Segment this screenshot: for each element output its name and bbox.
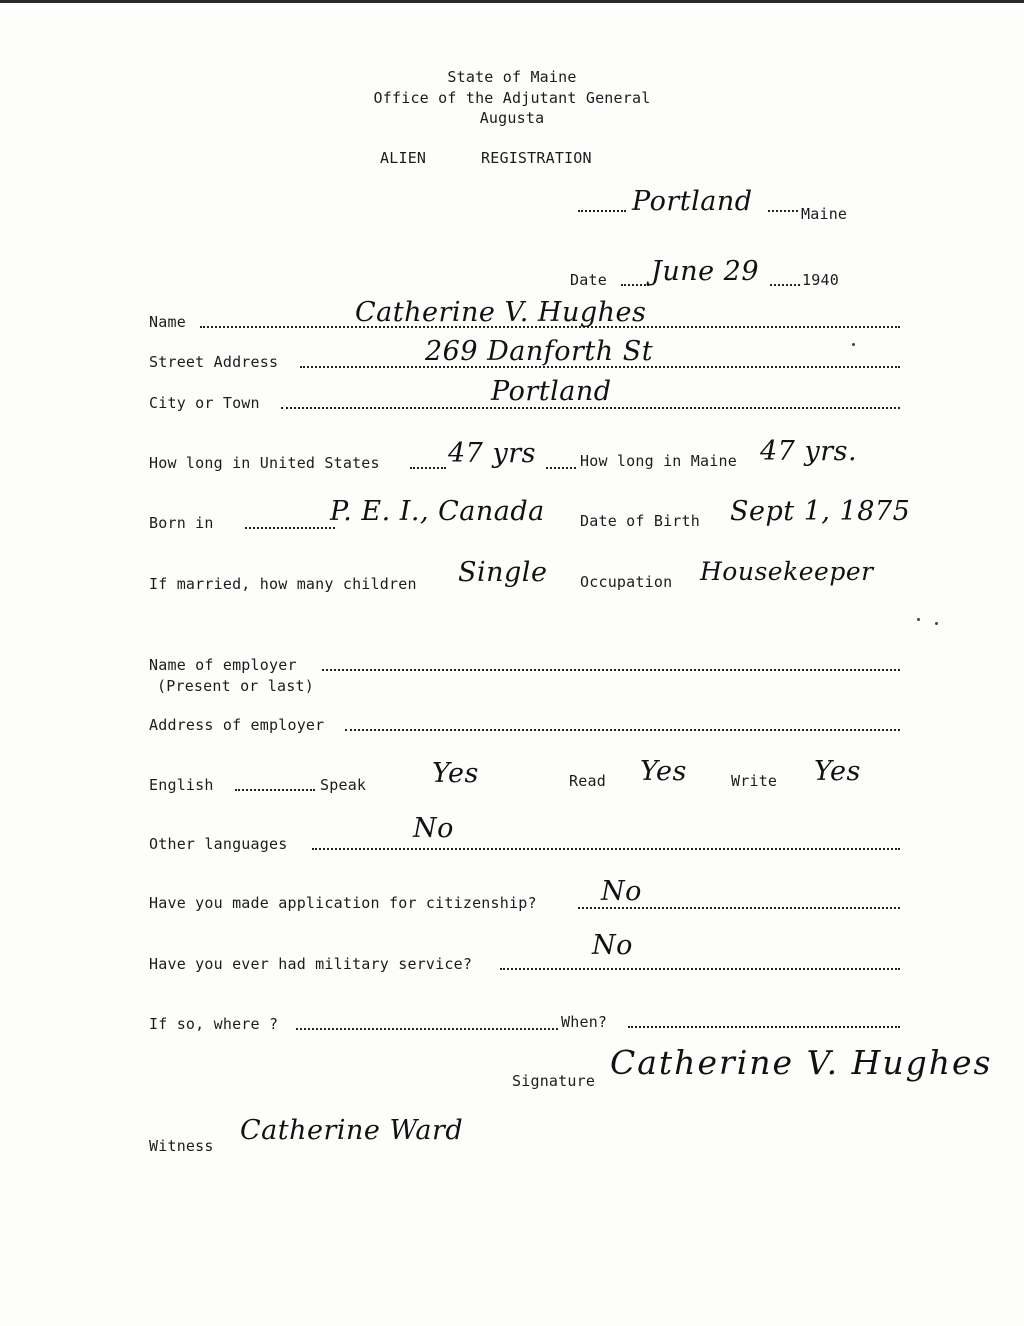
speak-value: Yes [432, 758, 479, 789]
street-label: Street Address [149, 353, 279, 371]
date-value: June 29 [651, 256, 760, 287]
employer-name-dots [322, 669, 900, 671]
date-dots-left [621, 284, 649, 286]
name-value: Catherine V. Hughes [355, 297, 647, 328]
name-label: Name [149, 313, 186, 331]
where-dots [296, 1028, 558, 1030]
write-value: Yes [814, 756, 861, 787]
signature-value: Catherine V. Hughes [610, 1043, 993, 1082]
city-label: City or Town [149, 394, 260, 412]
english-label: English [149, 776, 214, 794]
place-dots-left [578, 210, 626, 212]
place-value: Portland [632, 186, 753, 217]
us-duration-label: How long in United States [149, 454, 380, 472]
maine-duration-value: 47 yrs. [760, 436, 858, 467]
signature-label: Signature [512, 1072, 596, 1090]
born-dots [245, 527, 335, 529]
other-languages-dots [312, 848, 900, 850]
write-label: Write [731, 772, 778, 790]
citizenship-value: No [601, 876, 642, 907]
children-label: If married, how many children [149, 575, 417, 593]
english-dots [235, 789, 315, 791]
title-alien: ALIEN [380, 149, 427, 167]
city-dots [281, 407, 900, 409]
born-value: P. E. I., Canada [330, 496, 545, 527]
header-state: State of Maine [447, 68, 577, 86]
employer-address-dots [345, 729, 900, 731]
date-label: Date [570, 271, 607, 289]
other-languages-value: No [413, 813, 454, 844]
city-value: Portland [491, 376, 612, 407]
dob-label: Date of Birth [580, 512, 700, 530]
occupation-value: Housekeeper [700, 557, 874, 586]
us-duration-dots-right [546, 467, 576, 469]
military-label: Have you ever had military service? [149, 955, 473, 973]
speak-label: Speak [320, 776, 367, 794]
header-office: Office of the Adjutant General [373, 89, 651, 107]
paper-speck [917, 618, 920, 621]
military-value: No [592, 930, 633, 961]
maine-duration-label: How long in Maine [580, 452, 737, 470]
title-registration: REGISTRATION [481, 149, 592, 167]
date-dots-right [770, 284, 800, 286]
paper-speck [852, 343, 855, 346]
military-dots [500, 968, 900, 970]
occupation-label: Occupation [580, 573, 673, 591]
top-border [0, 0, 1024, 3]
read-value: Yes [640, 756, 687, 787]
children-value: Single [458, 557, 548, 588]
header-city: Augusta [479, 109, 545, 127]
citizenship-label: Have you made application for citizenship? [149, 894, 537, 912]
street-value: 269 Danforth St [425, 336, 654, 367]
read-label: Read [569, 772, 606, 790]
witness-label: Witness [149, 1137, 214, 1155]
witness-value: Catherine Ward [240, 1115, 464, 1146]
employer-address-label: Address of employer [149, 716, 325, 734]
employer-name-sublabel: (Present or last) [157, 677, 314, 695]
place-suffix: Maine [801, 205, 848, 223]
us-duration-dots [410, 467, 446, 469]
citizenship-dots [578, 907, 900, 909]
when-label: When? [561, 1013, 608, 1031]
employer-name-label: Name of employer [149, 656, 297, 674]
place-dots-right [768, 210, 798, 212]
date-year: 1940 [802, 271, 839, 289]
born-label: Born in [149, 514, 214, 532]
other-languages-label: Other languages [149, 835, 288, 853]
us-duration-value: 47 yrs [448, 438, 536, 469]
where-label: If so, where ? [149, 1015, 279, 1033]
when-dots [628, 1026, 900, 1028]
dob-value: Sept 1, 1875 [730, 496, 911, 527]
paper-speck [935, 622, 938, 625]
